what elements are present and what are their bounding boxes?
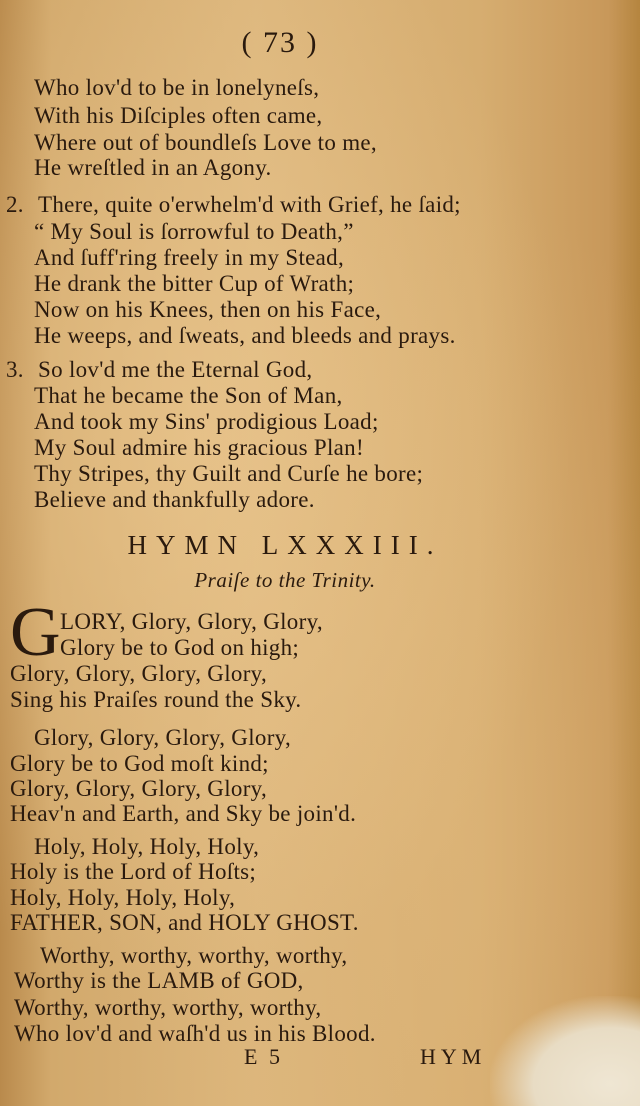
stanza-2-number: 2.	[6, 192, 24, 217]
stanza-1-line-4: He wreſtled in an Agony.	[34, 155, 272, 180]
stanza-1-line-2: With his Diſciples often came,	[34, 103, 323, 128]
verse-4-line-1: Worthy, worthy, worthy, worthy,	[40, 943, 348, 968]
stanza-3-line-2: That he became the Son of Man,	[34, 383, 343, 408]
verse-4-line-4: Who lov'd and waſh'd us in his Blood.	[14, 1021, 376, 1046]
verse-4-line-3: Worthy, worthy, worthy, worthy,	[14, 995, 322, 1020]
verse-1-line-1: LORY, Glory, Glory, Glory,	[60, 609, 323, 634]
hymn-subtitle: Praiſe to the Trinity.	[194, 568, 376, 592]
verse-2-line-2: Glory be to God moſt kind;	[10, 751, 269, 776]
verse-2-line-4: Heav'n and Earth, and Sky be join'd.	[10, 801, 357, 826]
verse-3-line-3: Holy, Holy, Holy, Holy,	[10, 885, 236, 910]
stanza-1-line-1: Who lov'd to be in lonelyneſs,	[34, 75, 320, 100]
verse-1-line-2: Glory be to God on high;	[60, 635, 300, 660]
verse-3-line-2: Holy is the Lord of Hoſts;	[10, 859, 257, 884]
stanza-3-line-3: And took my Sins' prodigious Load;	[34, 409, 379, 434]
stanza-2-line-4: He drank the bitter Cup of Wrath;	[34, 271, 355, 296]
verse-1-line-3: Glory, Glory, Glory, Glory,	[10, 661, 268, 686]
stanza-3-number: 3.	[6, 357, 24, 382]
verse-2-line-1: Glory, Glory, Glory, Glory,	[34, 725, 292, 750]
verse-4-line-2: Worthy is the LAMB of GOD,	[14, 968, 304, 993]
stanza-3-line-1: So lov'd me the Eternal God,	[38, 357, 313, 382]
stanza-3-line-4: My Soul admire his gracious Plan!	[34, 435, 364, 460]
drop-cap: G	[10, 594, 61, 671]
stanza-3-line-6: Believe and thankfully adore.	[34, 487, 315, 512]
page-number: ( 73 )	[241, 26, 319, 59]
stanza-2-line-2: “ My Soul is ſorrowful to Death,”	[34, 219, 354, 244]
paper-stain	[490, 996, 640, 1106]
verse-2-line-3: Glory, Glory, Glory, Glory,	[10, 776, 268, 801]
stanza-2-line-5: Now on his Knees, then on his Face,	[34, 297, 382, 322]
stanza-2-line-1: There, quite o'erwhelm'd with Grief, he ſaid;	[38, 192, 461, 217]
signature-mark: E 5	[244, 1044, 283, 1069]
stanza-2-line-3: And ſuff'ring freely in my Stead,	[34, 245, 345, 270]
stanza-3-line-5: Thy Stripes, thy Guilt and Curſe he bore;	[34, 461, 424, 486]
stanza-1-line-3: Where out of boundleſs Love to me,	[34, 130, 377, 155]
catchword: HYM	[420, 1044, 487, 1069]
stanza-2-line-6: He weeps, and ſweats, and bleeds and prays.	[34, 323, 456, 348]
verse-3-line-1: Holy, Holy, Holy, Holy,	[34, 834, 260, 859]
hymn-title: HYMN LXXXIII.	[127, 530, 443, 560]
verse-3-line-4: FATHER, SON, and HOLY GHOST.	[10, 910, 359, 935]
verse-1-line-4: Sing his Praiſes round the Sky.	[10, 687, 302, 712]
